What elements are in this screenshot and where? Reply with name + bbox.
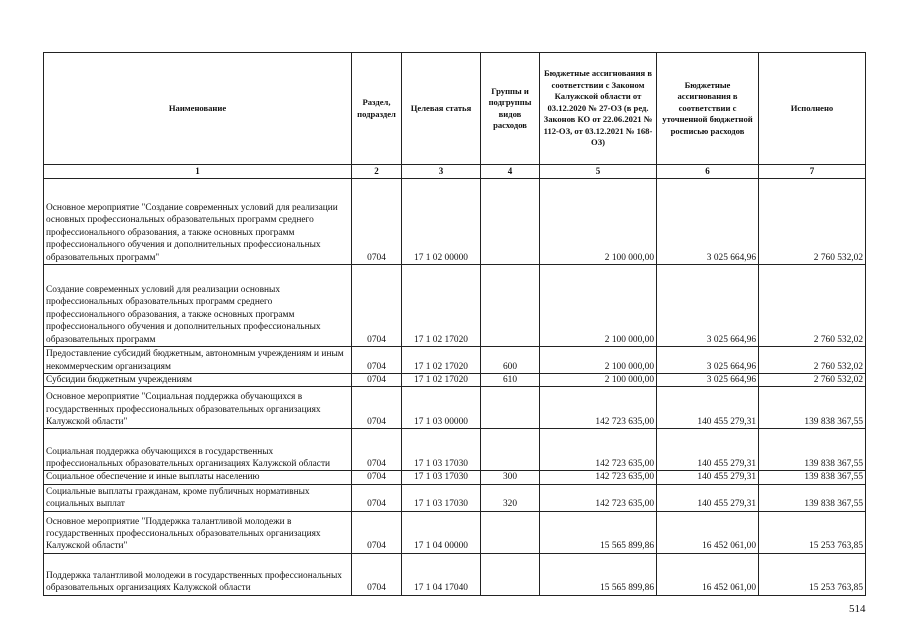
row-name: Предоставление субсидий бюджетным, автономным учреждениям и иным некоммерческим организациям <box>44 347 352 374</box>
row-done-amount: 15 253 763,85 <box>759 553 866 595</box>
row-section: 0704 <box>352 374 402 387</box>
header-law: Бюджетные ассигнования в соответствии с Законом Калужской области от 03.12.2020 № 27-ОЗ (в ред. Законов КО от 22.06.2021 № 112-ОЗ, от 03.12.2021 № 168-ОЗ) <box>540 53 657 165</box>
row-group <box>481 265 540 347</box>
row-done-amount: 139 838 367,55 <box>759 471 866 484</box>
page-number: 514 <box>849 603 866 615</box>
header-groups: Группы и подгруппы видов расходов <box>481 53 540 165</box>
row-group: 300 <box>481 471 540 484</box>
row-refined-amount: 140 455 279,31 <box>657 387 759 429</box>
row-refined-amount: 3 025 664,96 <box>657 374 759 387</box>
row-section: 0704 <box>352 347 402 374</box>
row-law-amount: 142 723 635,00 <box>540 471 657 484</box>
row-group <box>481 429 540 471</box>
row-refined-amount: 3 025 664,96 <box>657 347 759 374</box>
row-refined-amount: 140 455 279,31 <box>657 484 759 511</box>
row-target: 17 1 02 17020 <box>402 374 481 387</box>
table-row <box>44 511 866 553</box>
row-name: Социальная поддержка обучающихся в государственных профессиональных образовательных организациях Калужской области <box>44 429 352 471</box>
table-row <box>44 265 866 347</box>
column-number: 6 <box>657 165 759 179</box>
header-done: Исполнено <box>759 53 866 165</box>
row-section: 0704 <box>352 387 402 429</box>
column-number: 7 <box>759 165 866 179</box>
row-target: 17 1 04 00000 <box>402 511 481 553</box>
row-name: Основное мероприятие "Социальная поддержка обучающихся в государственных профессиональных образовательных организациях Калужской области" <box>44 387 352 429</box>
row-target: 17 1 02 17020 <box>402 265 481 347</box>
row-done-amount: 2 760 532,02 <box>759 374 866 387</box>
table-row <box>44 347 866 374</box>
row-section: 0704 <box>352 429 402 471</box>
row-law-amount: 142 723 635,00 <box>540 429 657 471</box>
row-target: 17 1 03 17030 <box>402 484 481 511</box>
table-row <box>44 484 866 511</box>
column-number: 5 <box>540 165 657 179</box>
row-refined-amount: 16 452 061,00 <box>657 511 759 553</box>
row-section: 0704 <box>352 179 402 265</box>
row-group <box>481 511 540 553</box>
row-done-amount: 2 760 532,02 <box>759 179 866 265</box>
table-row <box>44 387 866 429</box>
row-target: 17 1 02 00000 <box>402 179 481 265</box>
row-law-amount: 142 723 635,00 <box>540 387 657 429</box>
row-group: 320 <box>481 484 540 511</box>
row-target: 17 1 03 17030 <box>402 429 481 471</box>
header-name: Наименование <box>44 53 352 165</box>
table-row <box>44 374 866 387</box>
row-law-amount: 142 723 635,00 <box>540 484 657 511</box>
row-law-amount: 2 100 000,00 <box>540 374 657 387</box>
column-number-row <box>44 165 866 179</box>
row-refined-amount: 16 452 061,00 <box>657 553 759 595</box>
row-name: Поддержка талантливой молодежи в государственных профессиональных образовательных организациях Калужской области <box>44 553 352 595</box>
header-refined: Бюджетные ассигнования в соответствии с уточненной бюджетной росписью расходов <box>657 53 759 165</box>
row-refined-amount: 3 025 664,96 <box>657 179 759 265</box>
row-group <box>481 387 540 429</box>
row-refined-amount: 3 025 664,96 <box>657 265 759 347</box>
column-number: 1 <box>44 165 352 179</box>
row-law-amount: 2 100 000,00 <box>540 265 657 347</box>
row-done-amount: 15 253 763,85 <box>759 511 866 553</box>
row-done-amount: 2 760 532,02 <box>759 265 866 347</box>
header-target: Целевая статья <box>402 53 481 165</box>
header-section: Раздел, подраздел <box>352 53 402 165</box>
row-law-amount: 2 100 000,00 <box>540 179 657 265</box>
row-done-amount: 2 760 532,02 <box>759 347 866 374</box>
row-group: 600 <box>481 347 540 374</box>
header-row <box>44 53 866 165</box>
table-row <box>44 429 866 471</box>
row-done-amount: 139 838 367,55 <box>759 387 866 429</box>
row-law-amount: 15 565 899,86 <box>540 553 657 595</box>
budget-table <box>43 52 866 596</box>
row-section: 0704 <box>352 484 402 511</box>
column-number: 4 <box>481 165 540 179</box>
row-target: 17 1 03 17030 <box>402 471 481 484</box>
row-section: 0704 <box>352 553 402 595</box>
row-group: 610 <box>481 374 540 387</box>
table-row <box>44 179 866 265</box>
row-name: Создание современных условий для реализации основных профессиональных образовательных программ среднего профессионального образования, а также основных программ профессионального обучения и дополнительных профессиональных образовательных программ <box>44 265 352 347</box>
row-section: 0704 <box>352 511 402 553</box>
row-name: Социальные выплаты гражданам, кроме публичных нормативных социальных выплат <box>44 484 352 511</box>
row-target: 17 1 04 17040 <box>402 553 481 595</box>
row-name: Основное мероприятие "Поддержка талантливой молодежи в государственных профессиональных образовательных организациях Калужской области" <box>44 511 352 553</box>
row-refined-amount: 140 455 279,31 <box>657 429 759 471</box>
table-row <box>44 471 866 484</box>
row-name: Социальное обеспечение и иные выплаты населению <box>44 471 352 484</box>
row-target: 17 1 02 17020 <box>402 347 481 374</box>
column-number: 3 <box>402 165 481 179</box>
row-name: Основное мероприятие "Создание современных условий для реализации основных профессиональных образовательных программ среднего профессионального образования, а также основных программ профессионального обучения и дополнительных профессиональных образовательных программ" <box>44 179 352 265</box>
row-section: 0704 <box>352 471 402 484</box>
row-target: 17 1 03 00000 <box>402 387 481 429</box>
row-group <box>481 553 540 595</box>
row-law-amount: 2 100 000,00 <box>540 347 657 374</box>
table-row <box>44 553 866 595</box>
row-section: 0704 <box>352 265 402 347</box>
row-done-amount: 139 838 367,55 <box>759 484 866 511</box>
row-done-amount: 139 838 367,55 <box>759 429 866 471</box>
row-group <box>481 179 540 265</box>
row-name: Субсидии бюджетным учреждениям <box>44 374 352 387</box>
row-refined-amount: 140 455 279,31 <box>657 471 759 484</box>
row-law-amount: 15 565 899,86 <box>540 511 657 553</box>
column-number: 2 <box>352 165 402 179</box>
